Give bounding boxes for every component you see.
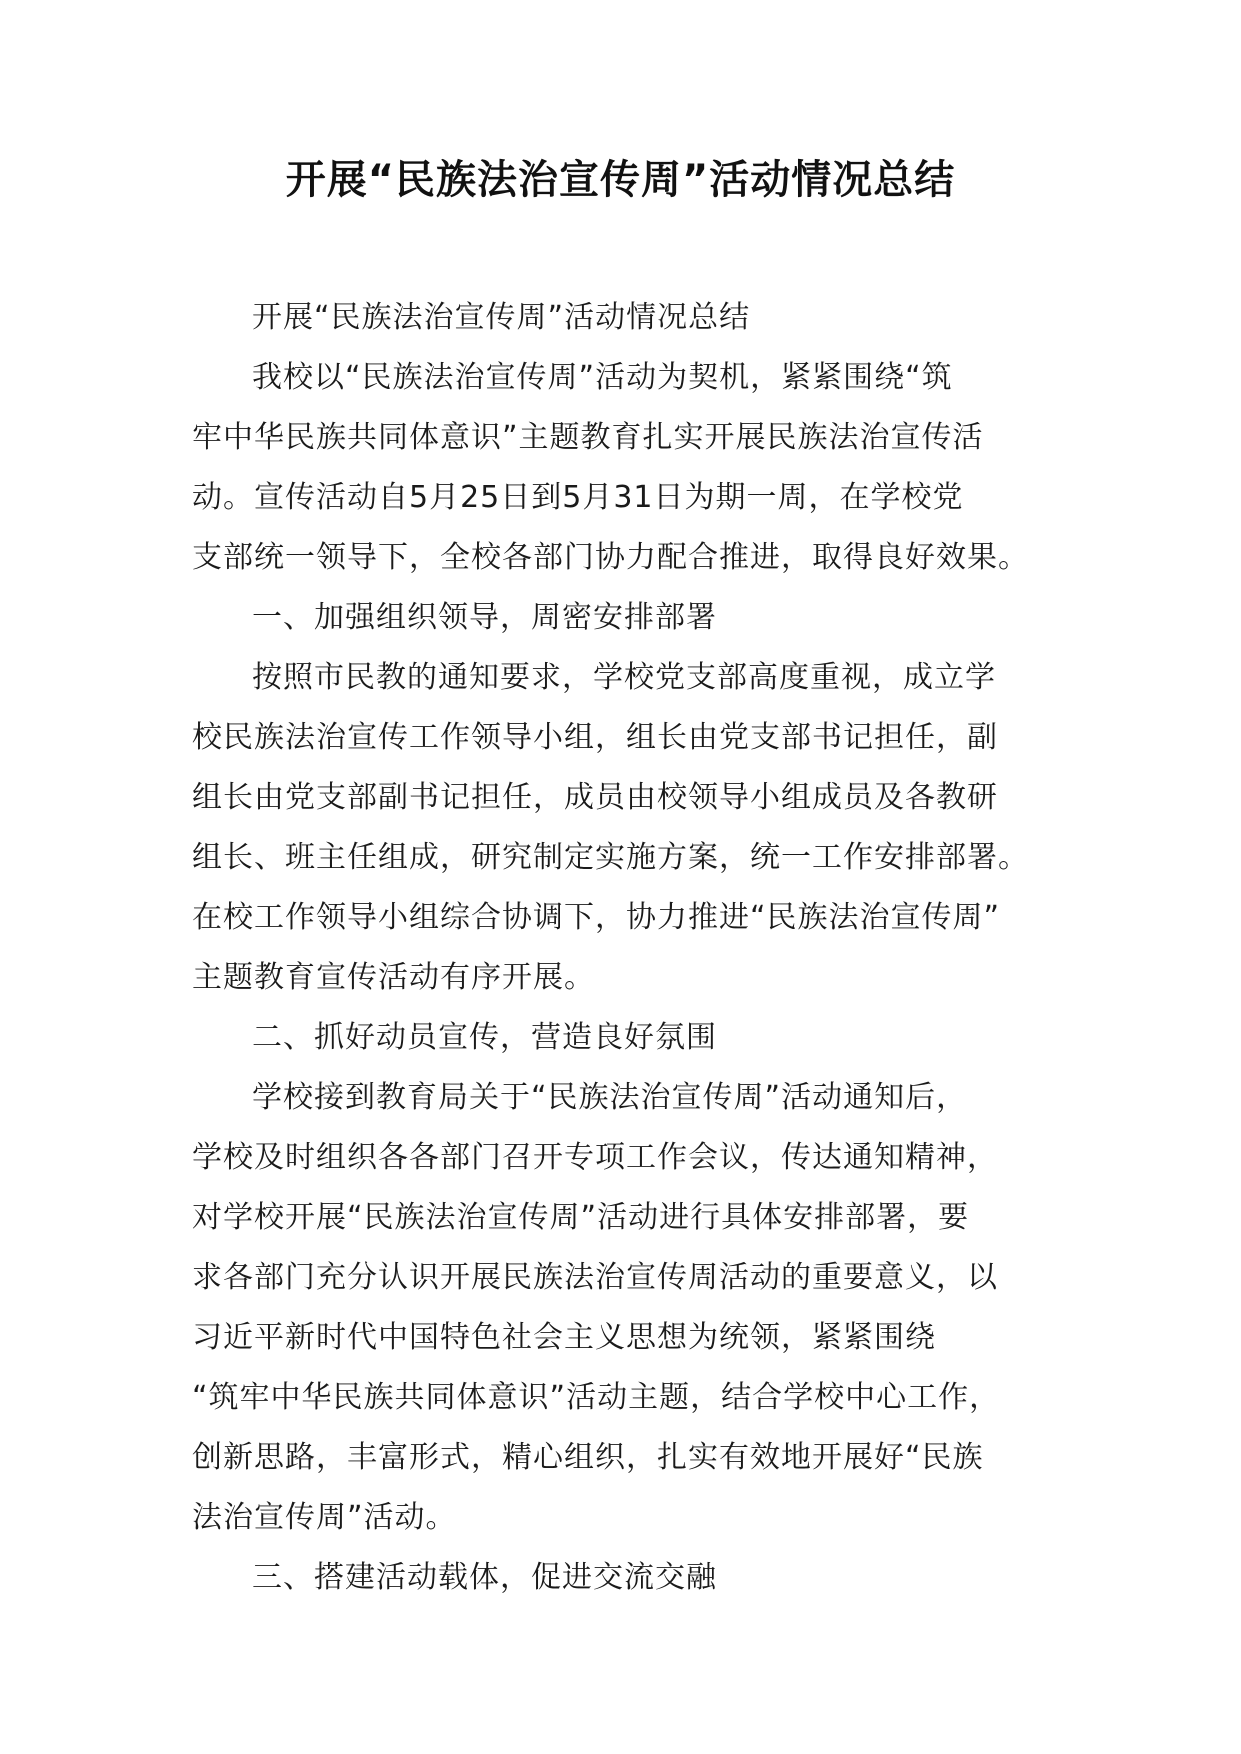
paragraph-line: 学校接到教育局关于“民族法治宣传周”活动通知后， <box>252 1080 968 1115</box>
paragraph-line: 主题教育宣传活动有序开展。 <box>192 960 595 995</box>
subtitle-line: 开展“民族法治宣传周”活动情况总结 <box>252 300 751 335</box>
section-heading: 一、加强组织领导，周密安排部署 <box>252 600 717 635</box>
paragraph-line: 我校以“民族法治宣传周”活动为契机，紧紧围绕“筑 <box>252 360 953 395</box>
paragraph-line: 习近平新时代中国特色社会主义思想为统领，紧紧围绕 <box>192 1320 936 1355</box>
paragraph-line: 动。宣传活动自5月25日到5月31日为期一周，在学校党 <box>192 480 964 515</box>
paragraph-line: 创新思路，丰富形式，精心组织，扎实有效地开展好“民族 <box>192 1440 984 1475</box>
paragraph-line: “筑牢中华民族共同体意识”活动主题，结合学校中心工作， <box>192 1380 1001 1415</box>
section-heading: 二、抓好动员宣传，营造良好氛围 <box>252 1020 717 1055</box>
document-body <box>192 288 1062 1608</box>
paragraph-line: 对学校开展“民族法治宣传周”活动进行具体安排部署，要 <box>192 1200 970 1235</box>
paragraph-line: 组长由党支部副书记担任，成员由校领导小组成员及各教研 <box>192 780 998 815</box>
paragraph-line: 校民族法治宣传工作领导小组，组长由党支部书记担任，副 <box>192 720 998 755</box>
paragraph-line: 求各部门充分认识开展民族法治宣传周活动的重要意义，以 <box>192 1260 998 1295</box>
paragraph-line: 组长、班主任组成，研究制定实施方案，统一工作安排部署。 <box>192 840 1029 875</box>
paragraph-line: 按照市民教的通知要求，学校党支部高度重视，成立学 <box>252 660 996 695</box>
paragraph-line: 法治宣传周”活动。 <box>192 1500 457 1535</box>
document-title: 开展“民族法治宣传周”活动情况总结 <box>285 157 956 203</box>
paragraph-line: 支部统一领导下，全校各部门协力配合推进，取得良好效果。 <box>192 540 1029 575</box>
section-heading: 三、搭建活动载体，促进交流交融 <box>252 1560 717 1595</box>
paragraph-line: 学校及时组织各各部门召开专项工作会议，传达通知精神， <box>192 1140 998 1175</box>
paragraph-line: 在校工作领导小组综合协调下，协力推进“民族法治宣传周” <box>192 900 1001 935</box>
paragraph-line: 牢中华民族共同体意识”主题教育扎实开展民族法治宣传活 <box>192 420 984 455</box>
